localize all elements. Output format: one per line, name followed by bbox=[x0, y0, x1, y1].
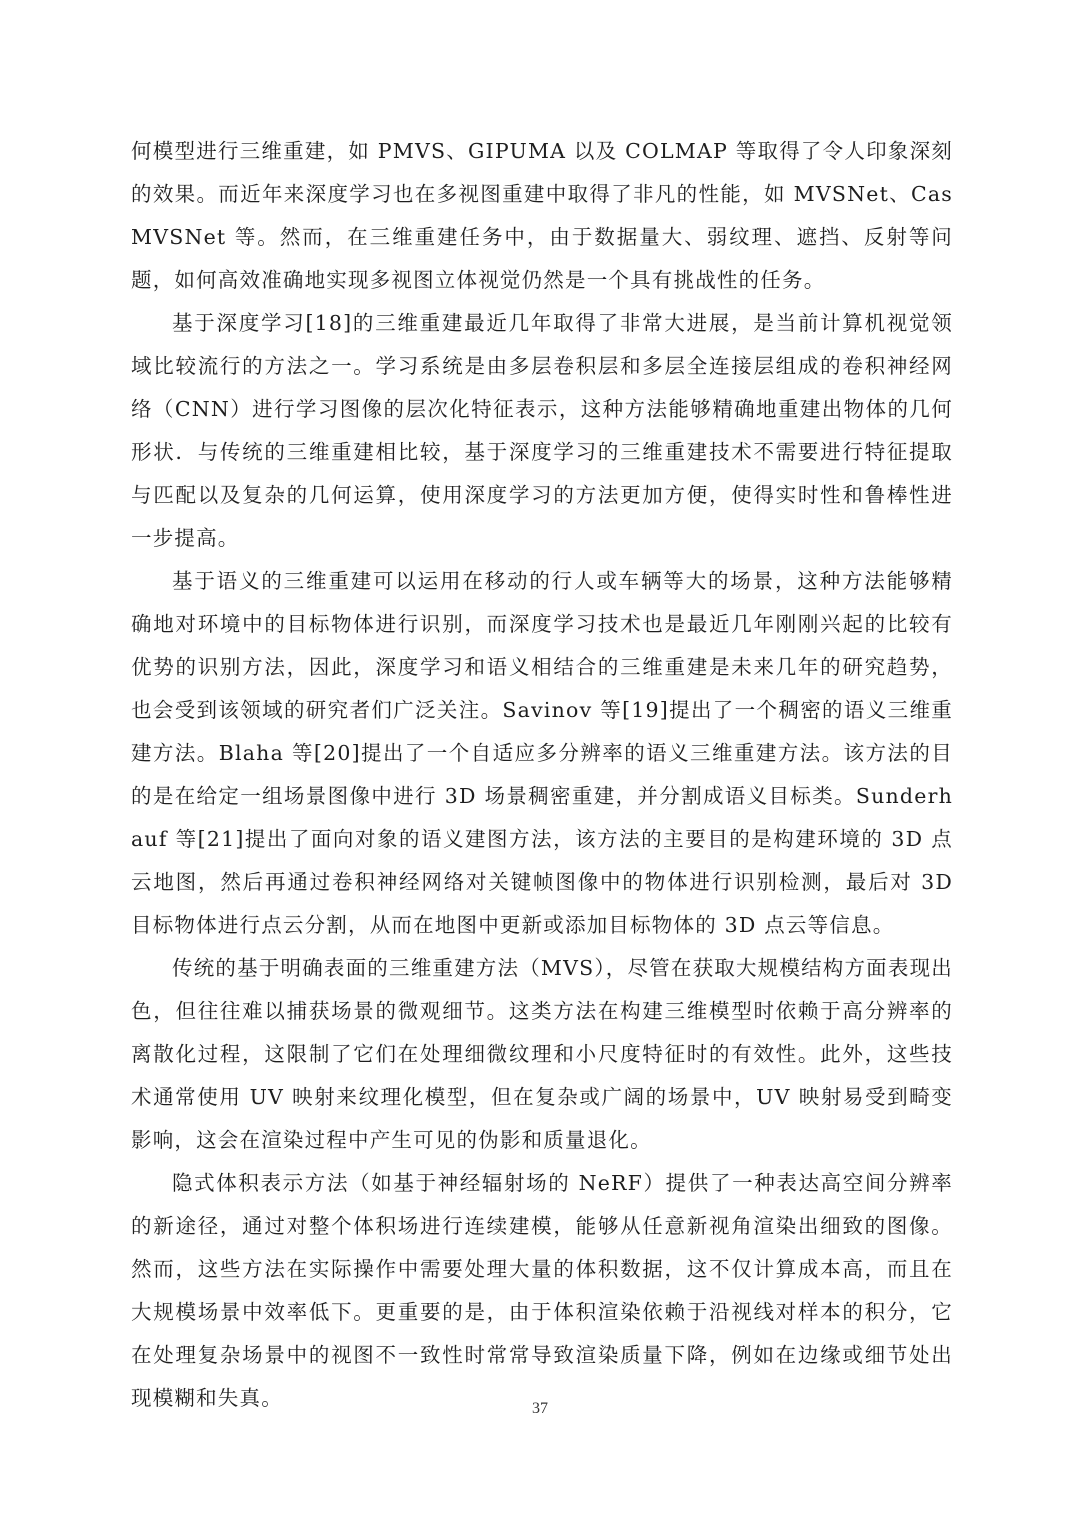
paragraph-semantic-reconstruction: 基于语义的三维重建可以运用在移动的行人或车辆等大的场景，这种方法能够精确地对环境中的目标物体进行识别，而深度学习技术也是最近几年刚刚兴起的比较有优势的识别方法，因此，深度学习和语义相结合的三维重建是未来几年的研究趋势，也会受到该领域的研究者们广泛关注。Savinov 等[19]提出了一个稠密的语义三维重建方法。Blaha 等[20]提出了一个自适应多分辨率的语义三维重建方法。该方法的目的是在给定一组场景图像中进行 3D 场景稠密重建，并分割成语义目标类。Sunderhauf 等[21]提出了面向对象的语义建图方法，该方法的主要目的是构建环境的 3D 点云地图，然后再通过卷积神经网络对关键帧图像中的物体进行识别检测，最后对 3D 目标物体进行点云分割，从而在地图中更新或添加目标物体的 3D 点云等信息。 bbox=[131, 569, 953, 937]
body-text bbox=[131, 130, 953, 1420]
page-number: 37 bbox=[532, 1400, 548, 1417]
paragraph-implicit-volume-nerf: 隐式体积表示方法（如基于神经辐射场的 NeRF）提供了一种表达高空间分辨率的新途径，通过对整个体积场进行连续建模，能够从任意新视角渲染出细致的图像。然而，这些方法在实际操作中需要处理大量的体积数据，这不仅计算成本高，而且在大规模场景中效率低下。更重要的是，由于体积渲染依赖于沿视线对样本的积分，它在处理复杂场景中的视图不一致性时常常导致渲染质量下降，例如在边缘或细节处出现模糊和失真。 bbox=[131, 1171, 953, 1410]
paragraph-traditional-mvs: 传统的基于明确表面的三维重建方法（MVS），尽管在获取大规模结构方面表现出色，但往往难以捕获场景的微观细节。这类方法在构建三维模型时依赖于高分辨率的离散化过程，这限制了它们在处理细微纹理和小尺度特征时的有效性。此外，这些技术通常使用 UV 映射来纹理化模型，但在复杂或广阔的场景中，UV 映射易受到畸变影响，这会在渲染过程中产生可见的伪影和质量退化。 bbox=[131, 956, 953, 1152]
paragraph-continuation: 何模型进行三维重建，如 PMVS、GIPUMA 以及 COLMAP 等取得了令人印象深刻的效果。而近年来深度学习也在多视图重建中取得了非凡的性能，如 MVSNet、CasMVSNet 等。然而，在三维重建任务中，由于数据量大、弱纹理、遮挡、反射等问题，如何高效准确地实现多视图立体视觉仍然是一个具有挑战性的任务。 bbox=[131, 139, 953, 292]
paragraph-deep-learning-reconstruction: 基于深度学习[18]的三维重建最近几年取得了非常大进展，是当前计算机视觉领域比较流行的方法之一。学习系统是由多层卷积层和多层全连接层组成的卷积神经网络（CNN）进行学习图像的层次化特征表示，这种方法能够精确地重建出物体的几何形状．与传统的三维重建相比较，基于深度学习的三维重建技术不需要进行特征提取与匹配以及复杂的几何运算，使用深度学习的方法更加方便，使得实时性和鲁棒性进一步提高。 bbox=[131, 311, 953, 550]
